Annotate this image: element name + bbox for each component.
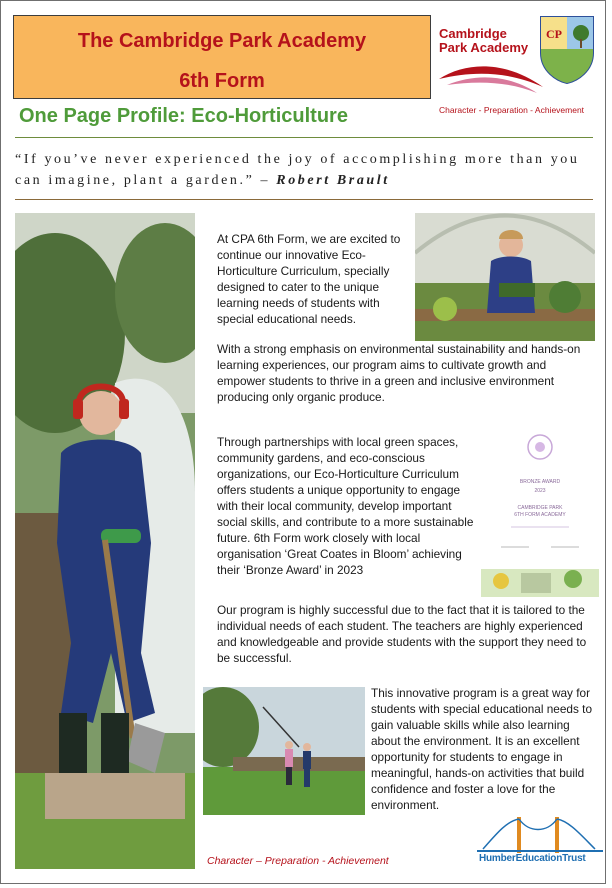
logo-swoosh: [437, 57, 547, 97]
header-tagline: Character - Preparation - Achievement: [439, 105, 585, 115]
divider: [15, 137, 593, 138]
photo-outdoor-activity: [203, 687, 365, 815]
quote: “If you’ve never experienced the joy of accomplishing more than you can imagine, plant a garden.” – Robert Brault: [15, 152, 580, 188]
photo-polytunnel: [415, 213, 595, 341]
paragraph-conclusion: This innovative program is a great way for students with special educational needs to gain valuable skills while also learning about the environment. It is an excellent opportunity for students to engage in meaningful, hands-on activities that build confidence and foster a love for the environment.: [371, 686, 593, 812]
bronze-award-certificate: [481, 427, 599, 597]
academy-logo: [437, 13, 603, 105]
award-school: CAMBRIDGE PARK: [517, 505, 563, 511]
paragraph-partnerships: Through partnerships with local green spaces, community gardens, and eco-conscious organizations, our Eco-Horticulture Curriculum offers students a unique opportunity to engage with their local community, develop important social skills, and contribute to a more sustainable future. 6th Form work closely with local organisation ‘Great Coates in Bloom’ achieving their ‘Bronze Award’ in 2023: [217, 435, 474, 577]
award-form: 6TH FORM ACADEMY: [514, 512, 566, 518]
paragraph-sustainability: With a strong emphasis on environmental sustainability and hands-on learning experiences, our program aims to cultivate growth and empower students to thrive in a green and inclusive environment producing only organic produce.: [217, 342, 581, 404]
footer-tagline: Character – Preparation - Achievement: [207, 855, 389, 867]
school-name: The Cambridge Park Academy: [77, 30, 367, 52]
award-title: BRONZE AWARD: [519, 479, 561, 485]
form-name: 6th Form: [179, 70, 265, 92]
quote-author: Robert Brault: [276, 173, 390, 188]
award-year: 2023: [534, 488, 546, 494]
title-box: [13, 15, 431, 99]
crest-icon: [537, 13, 597, 85]
photo-outdoor-activity-image: [203, 687, 365, 815]
profile-title: One Page Profile: Eco-Horticulture: [19, 105, 348, 127]
photo-student-digging-image: [15, 213, 195, 869]
divider: [15, 199, 593, 200]
paragraph-intro: At CPA 6th Form, we are excited to continue our innovative Eco-Horticulture Curriculum, specially designed to cater to the unique learning needs of students with special educational needs.: [217, 232, 401, 326]
quote-text: “If you’ve never experienced the joy of accomplishing more than you can imagine, plant a garden.”: [15, 152, 580, 188]
humber-education-trust-logo: [477, 813, 603, 873]
paragraph-success: Our program is highly successful due to the fact that it is tailored to the individual needs of each student. The teachers are highly experienced and knowledgeable and provide students with the support they need to be successful.: [217, 603, 587, 665]
logo-name: Cambridge Park Academy: [439, 26, 529, 55]
photo-student-digging: [15, 213, 195, 869]
photo-polytunnel-image: [415, 213, 595, 341]
svg-text:CP: CP: [546, 27, 562, 41]
bridge-icon: [477, 813, 603, 857]
trust-name: HumberEducationTrust: [479, 853, 586, 864]
